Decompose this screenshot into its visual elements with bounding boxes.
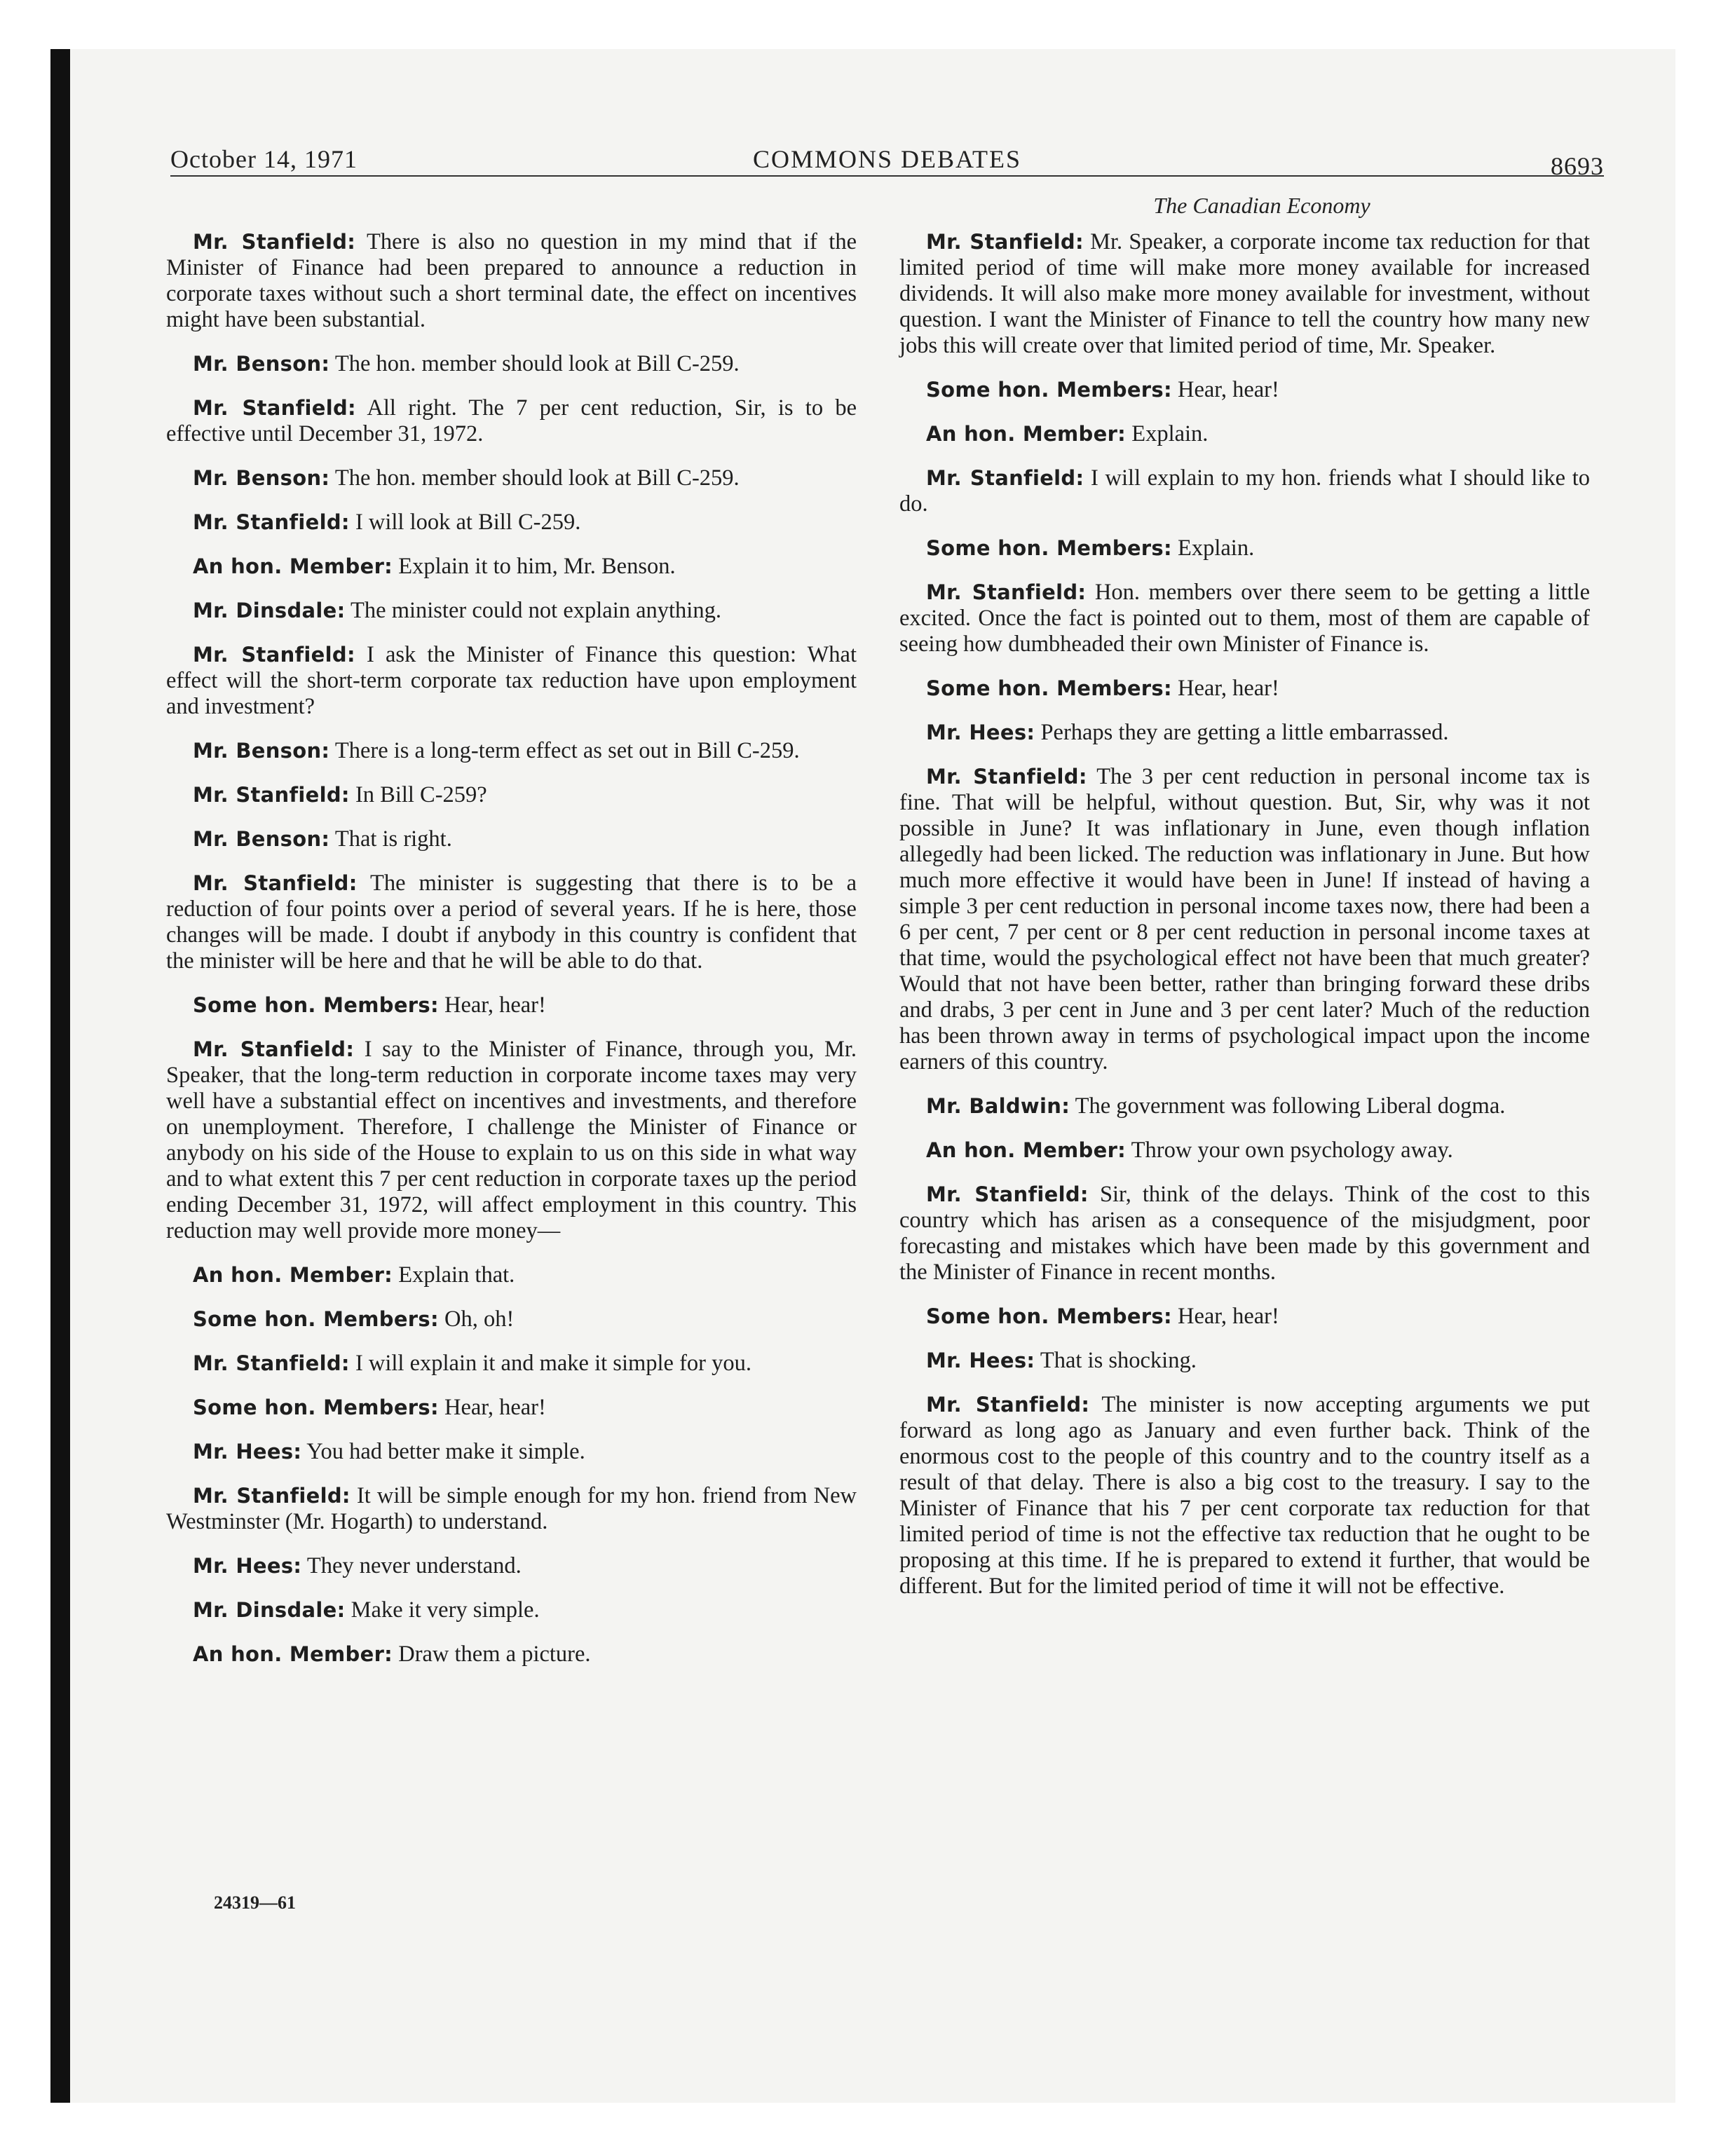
speech-paragraph — [899, 764, 1590, 1075]
speech-paragraph — [166, 598, 857, 624]
speaker-name: Some hon. Members: — [926, 378, 1172, 402]
speaker-name: Mr. Hees: — [193, 1440, 302, 1464]
speaker-name: Some hon. Members: — [926, 676, 1172, 700]
speech-text: You had better make it simple. — [306, 1439, 585, 1464]
speech-paragraph — [899, 535, 1590, 561]
speech-paragraph — [899, 377, 1590, 403]
speech-paragraph — [166, 1306, 857, 1332]
speech-text: Oh, oh! — [444, 1306, 515, 1332]
speech-text: Throw your own psychology away. — [1131, 1138, 1453, 1163]
speaker-name: Some hon. Members: — [193, 993, 439, 1017]
speech-paragraph — [166, 1597, 857, 1623]
speaker-name: Mr. Dinsdale: — [193, 1598, 346, 1622]
speaker-name: An hon. Member: — [926, 422, 1127, 446]
speaker-name: Mr. Stanfield: — [193, 230, 356, 254]
speech-text: Hear, hear! — [444, 992, 546, 1018]
speech-text: The minister is now accepting arguments we put forward as long ago as January and even further back. Think of the enormous cost to the people of this country and to the country itself as a result of that delay. There is also a big cost to the treasury. I say to the Minister of Finance that his 7 per cent corporate tax reduction for that limited period of time is not the effective tax reduction that he ought to be proposing at this time. If he is prepared to extend it further, that would be different. But for the limited period of time it will not be effective. — [899, 1392, 1591, 1599]
speaker-name: Mr. Dinsdale: — [193, 599, 346, 622]
footer-print-code: 24319—61 — [214, 1892, 296, 1913]
speaker-name: Mr. Stanfield: — [926, 466, 1084, 490]
speaker-name: Mr. Stanfield: — [926, 1393, 1090, 1417]
speech-paragraph — [899, 1138, 1590, 1164]
right-column — [899, 229, 1590, 1618]
header-date: October 14, 1971 — [170, 145, 358, 173]
speech-paragraph — [899, 580, 1590, 657]
speech-paragraph — [166, 1351, 857, 1377]
speech-paragraph — [166, 782, 857, 808]
speech-text: All right. The 7 per cent reduction, Sir, is to be effective until December 31, 1972. — [166, 395, 857, 446]
speaker-name: Mr. Stanfield: — [926, 230, 1084, 254]
speech-paragraph — [899, 1392, 1590, 1599]
speech-text: Explain that. — [398, 1262, 515, 1288]
speech-paragraph — [899, 720, 1590, 746]
header-publication: COMMONS DEBATES — [752, 145, 1022, 173]
speech-paragraph — [166, 1483, 857, 1535]
speech-paragraph — [166, 642, 857, 720]
speech-paragraph — [899, 1304, 1590, 1330]
speech-text: I ask the Minister of Finance this question: What effect will the short-term corporate tax reduction have upon employment and investment? — [166, 642, 857, 719]
speech-paragraph — [899, 229, 1590, 359]
speech-text: I will explain to my hon. friends what I should like to do. — [899, 465, 1591, 517]
speech-paragraph — [166, 826, 857, 852]
speaker-name: Mr. Stanfield: — [926, 1182, 1089, 1206]
speaker-name: Mr. Hees: — [926, 721, 1035, 744]
speech-text: The hon. member should look at Bill C-259. — [334, 465, 740, 491]
speech-paragraph — [899, 1182, 1590, 1285]
speech-text: The minister could not explain anything. — [351, 598, 721, 623]
speech-paragraph — [166, 554, 857, 580]
speaker-name: Mr. Benson: — [193, 739, 330, 763]
speaker-name: Mr. Stanfield: — [193, 1351, 350, 1375]
left-column — [166, 229, 857, 1686]
speech-text: Explain. — [1131, 421, 1209, 446]
running-head: The Canadian Economy — [1153, 193, 1370, 218]
speech-paragraph — [899, 1093, 1590, 1119]
speech-paragraph — [166, 1642, 857, 1667]
speech-paragraph — [166, 1439, 857, 1465]
speech-text: Mr. Speaker, a corporate income tax reduction for that limited period of time will make more money available for increased dividends. It will also make more money available for investment, without question. I want the Minister of Finance to tell the country how many new jobs this will create over that limited period of time, Mr. Speaker. — [899, 229, 1591, 358]
speech-paragraph — [899, 1348, 1590, 1374]
speech-text: I say to the Minister of Finance, through you, Mr. Speaker, that the long-term reduction in corporate income taxes may very well have a substantial effect on incentives and investments, and therefore on unemployment. Therefore, I challenge the Minister of Finance or anybody on his side of the House to explain to us on this side in what way and to what extent this 7 per cent reduction in corporate taxes up the period ending December 31, 1972, will affect employment in this country. This reduction may well provide more money— — [166, 1037, 857, 1243]
page-header — [170, 143, 1604, 180]
speech-paragraph — [166, 1395, 857, 1421]
speech-paragraph — [166, 871, 857, 974]
speaker-name: Mr. Hees: — [926, 1349, 1035, 1372]
speech-text: There is a long-term effect as set out in Bill C-259. — [334, 738, 800, 763]
speaker-name: Mr. Benson: — [193, 466, 330, 490]
speaker-name: Some hon. Members: — [926, 536, 1172, 560]
speaker-name: Mr. Stanfield: — [193, 510, 350, 534]
speech-text: Draw them a picture. — [398, 1642, 591, 1667]
speech-text: In Bill C-259? — [355, 782, 487, 807]
speaker-name: Some hon. Members: — [193, 1307, 439, 1331]
speaker-name: Mr. Stanfield: — [193, 643, 355, 667]
speech-text: Hear, hear! — [1177, 676, 1279, 701]
speaker-name: Some hon. Members: — [193, 1396, 439, 1419]
speech-text: The minister is suggesting that there is to be a reduction of four points over a period of several years. If he is here, those changes will be made. I doubt if anybody in this country is confident that the minister will be here and that he will be able to do that. — [166, 871, 857, 974]
speech-text: There is also no question in my mind that if the Minister of Finance had been prepared to announce a reduction in corporate taxes without such a short terminal date, the effect on incentives might have been substantial. — [166, 229, 857, 332]
speaker-name: An hon. Member: — [193, 1642, 393, 1666]
speaker-name: An hon. Member: — [926, 1138, 1127, 1162]
speech-paragraph — [899, 676, 1590, 702]
speaker-name: Mr. Baldwin: — [926, 1094, 1070, 1118]
speaker-name: Mr. Hees: — [193, 1554, 302, 1578]
speech-text: The 3 per cent reduction in personal income tax is fine. That will be helpful, without question. But, Sir, why was it not possible in June? It was inflationary in June, even though inflation allegedly had been licked. The reduction was inflationary in June. But how much more effective it would have been in June! If instead of having a simple 3 per cent reduction in personal income taxes now, there had been a 6 per cent, 7 per cent or 8 per cent reduction in personal income taxes at that time, would the psychological effect not have been that much greater? Would that not have been better, rather than bringing forward these dribs and drabs, 3 per cent in June and 3 per cent later? Much of the reduction has been thrown away in terms of psychological impact upon the income earners of this country. — [899, 764, 1591, 1074]
speech-text: That is right. — [334, 826, 452, 852]
speech-text: It will be simple enough for my hon. friend from New Westminster (Mr. Hogarth) to understand. — [166, 1483, 857, 1534]
speech-paragraph — [899, 465, 1590, 517]
speech-paragraph — [166, 510, 857, 535]
speech-paragraph — [166, 351, 857, 377]
speech-paragraph — [166, 992, 857, 1018]
speech-paragraph — [166, 395, 857, 447]
speaker-name: Some hon. Members: — [926, 1304, 1172, 1328]
speech-paragraph — [899, 421, 1590, 447]
speaker-name: Mr. Benson: — [193, 827, 330, 851]
speaker-name: An hon. Member: — [193, 1263, 393, 1287]
speech-text: Hear, hear! — [1177, 1304, 1279, 1329]
speaker-name: Mr. Stanfield: — [193, 871, 358, 895]
speech-text: Explain. — [1177, 535, 1255, 561]
speech-text: They never understand. — [306, 1553, 522, 1578]
speech-text: I will look at Bill C-259. — [355, 510, 581, 535]
speech-paragraph — [166, 738, 857, 764]
speech-text: The government was following Liberal dogma. — [1075, 1093, 1506, 1119]
speech-text: The hon. member should look at Bill C-259. — [334, 351, 740, 376]
speech-paragraph — [166, 229, 857, 333]
speaker-name: Mr. Stanfield: — [193, 1037, 355, 1061]
speaker-name: Mr. Stanfield: — [193, 396, 356, 420]
speech-text: Sir, think of the delays. Think of the cost to this country which has arisen as a consequence of the misjudgment, poor forecasting and mistakes which have been made by this government and the Minister of Finance in recent months. — [899, 1182, 1591, 1285]
speaker-name: Mr. Stanfield: — [926, 765, 1087, 789]
speaker-name: Mr. Benson: — [193, 352, 330, 376]
speech-text: Explain it to him, Mr. Benson. — [398, 554, 676, 579]
speech-paragraph — [166, 1037, 857, 1244]
speech-text: That is shocking. — [1040, 1348, 1197, 1373]
speaker-name: Mr. Stanfield: — [193, 1484, 351, 1508]
speaker-name: An hon. Member: — [193, 554, 393, 578]
header-page-number: 8693 — [1551, 152, 1604, 180]
speech-paragraph — [166, 1262, 857, 1288]
speech-text: Hon. members over there seem to be getting a little excited. Once the fact is pointed out to them, most of them are capable of seeing how dumbheaded their own Minister of Finance is. — [899, 580, 1591, 657]
speech-text: Perhaps they are getting a little embarrassed. — [1040, 720, 1449, 745]
speech-paragraph — [166, 1553, 857, 1579]
speech-text: I will explain it and make it simple for you. — [355, 1351, 751, 1376]
speaker-name: Mr. Stanfield: — [926, 580, 1087, 604]
speech-text: Hear, hear! — [1177, 377, 1279, 402]
speech-text: Make it very simple. — [351, 1597, 540, 1623]
speech-text: Hear, hear! — [444, 1395, 546, 1420]
speaker-name: Mr. Stanfield: — [193, 783, 350, 807]
scan-edge-bar — [50, 49, 70, 2103]
speech-paragraph — [166, 465, 857, 491]
